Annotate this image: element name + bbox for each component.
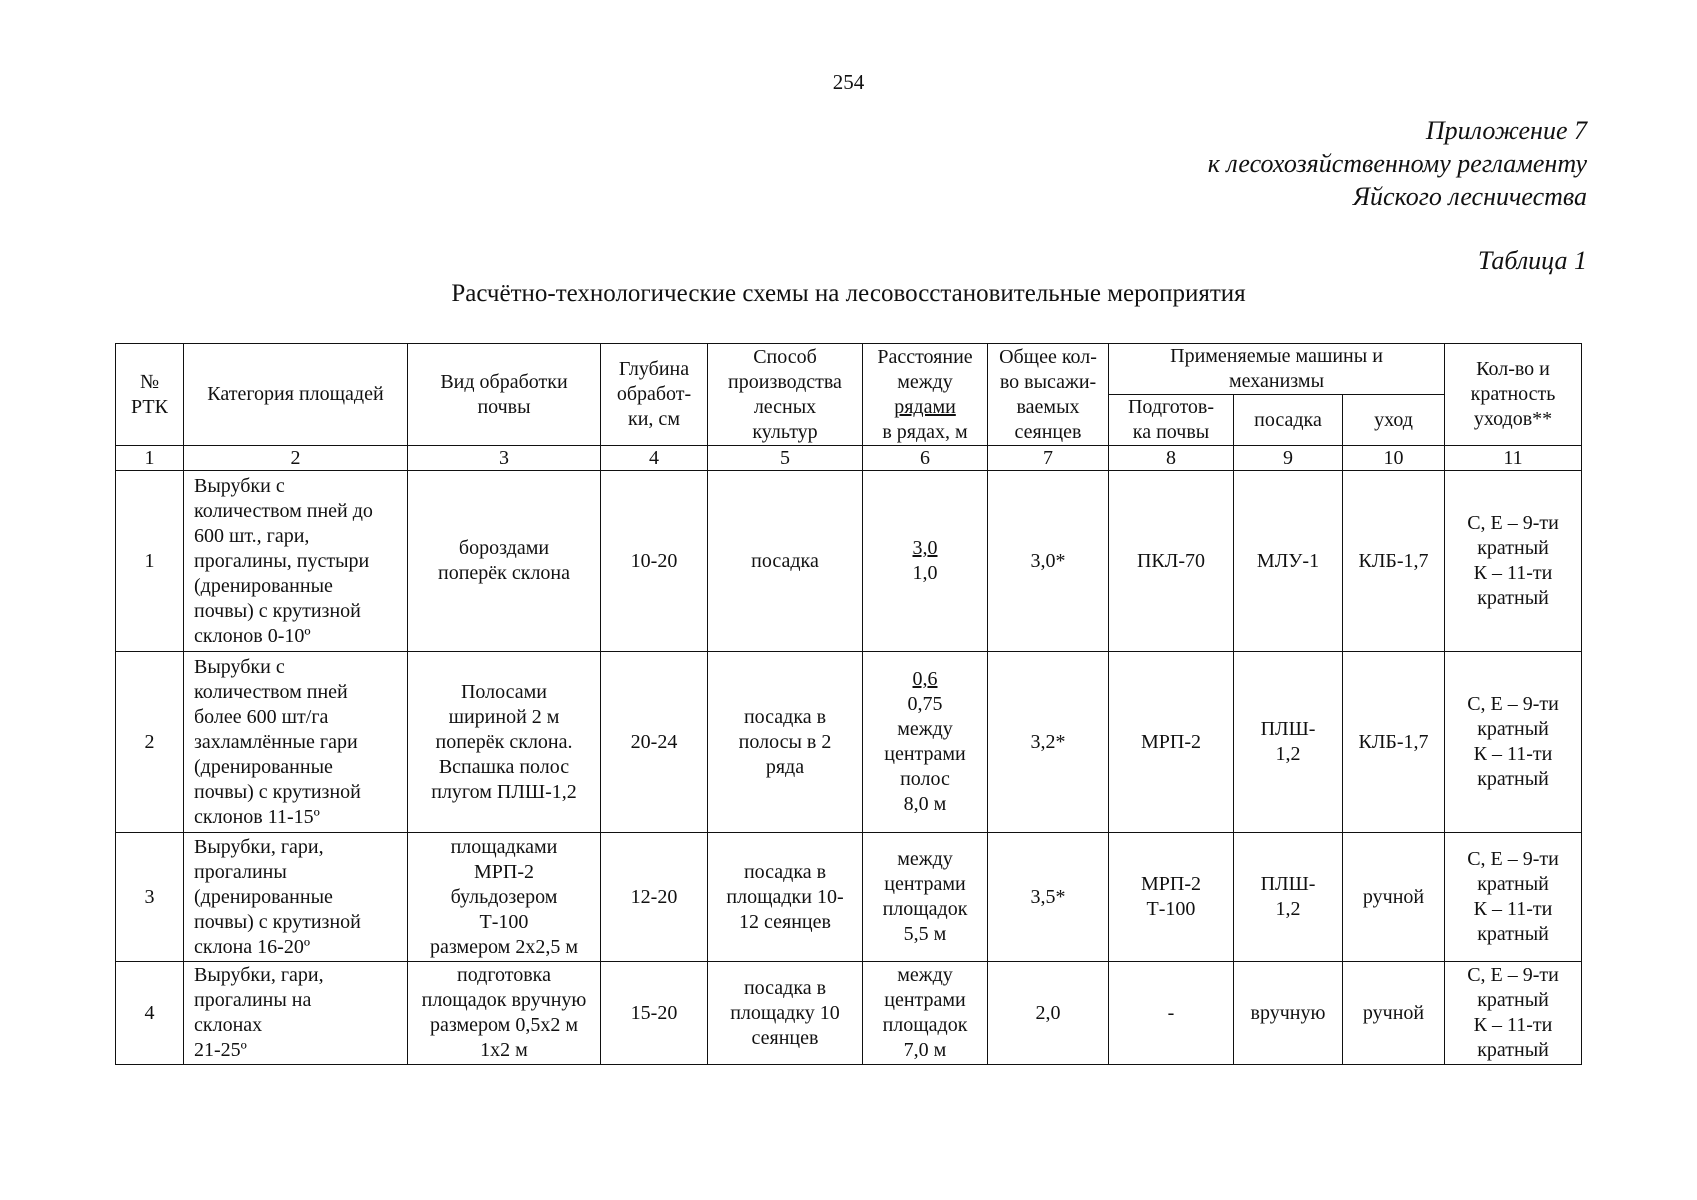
header-cell-no: № РТК xyxy=(116,344,184,446)
cell-line: 1х2 м xyxy=(480,1039,528,1061)
cell-line: Т-100 xyxy=(479,910,529,933)
cell-line: С, Е – 9-ти xyxy=(1467,964,1559,986)
cell-spacing xyxy=(863,471,988,652)
cell-spacing xyxy=(863,652,988,833)
cell-line: бульдозером xyxy=(450,885,558,908)
cell-spacing xyxy=(863,833,988,962)
table-row xyxy=(116,471,1582,652)
cell-line: К – 11-ти xyxy=(1473,1014,1553,1036)
cell-line: кратный xyxy=(1477,923,1549,945)
cell-line: более 600 шт/га xyxy=(194,705,329,728)
cell-line: размером 2х2,5 м xyxy=(430,935,578,958)
cell-line: (дренированные xyxy=(194,574,333,597)
cell-line: ПЛШ- xyxy=(1260,718,1316,740)
cell-method xyxy=(708,471,863,652)
cell-line: склонов 11-15º xyxy=(194,805,320,828)
column-number: 4 xyxy=(601,446,708,471)
cell-treatment xyxy=(408,833,601,962)
cell-line: 5,5 м xyxy=(903,923,947,945)
cell-care-count xyxy=(1445,652,1582,833)
cell-care: ручной xyxy=(1343,833,1445,962)
appendix-note xyxy=(1208,114,1587,213)
cell-line: 1,2 xyxy=(1275,898,1301,920)
cell-line: плугом ПЛШ-1,2 xyxy=(431,780,577,803)
cell-line: 8,0 м xyxy=(903,793,947,815)
cell-line: количеством пней до xyxy=(194,499,373,522)
cell-treatment xyxy=(408,471,601,652)
cell-seedlings: 3,2* xyxy=(988,652,1109,833)
cell-method xyxy=(708,833,863,962)
cell-seedlings: 3,0* xyxy=(988,471,1109,652)
cell-care: КЛБ-1,7 xyxy=(1343,471,1445,652)
cell-treatment xyxy=(408,652,601,833)
cell-line: кратный xyxy=(1477,989,1549,1011)
cell-line: (дренированные xyxy=(194,755,333,778)
cell-rtk-no: 2 xyxy=(116,652,184,833)
cell-soil-prep xyxy=(1109,833,1234,962)
cell-care-count xyxy=(1445,962,1582,1065)
cell-depth: 12-20 xyxy=(601,833,708,962)
column-number: 7 xyxy=(988,446,1109,471)
cell-line: 7,0 м xyxy=(903,1039,947,1061)
cell-line: 600 шт., гари, xyxy=(194,524,310,547)
cell-depth: 20-24 xyxy=(601,652,708,833)
table-row xyxy=(116,833,1582,962)
header-cell-machines-group: Применяемые машины и механизмы xyxy=(1109,344,1445,395)
cell-line: полос xyxy=(900,768,950,790)
cell-line: МРП-2 xyxy=(1140,730,1201,753)
cell-line: полосы в 2 xyxy=(738,730,832,753)
column-number: 2 xyxy=(184,446,408,471)
column-number: 5 xyxy=(708,446,863,471)
cell-category xyxy=(184,471,408,652)
column-number-row xyxy=(116,446,1582,471)
cell-care-count xyxy=(1445,471,1582,652)
cell-planting xyxy=(1234,833,1343,962)
cell-soil-prep xyxy=(1109,652,1234,833)
cell-category xyxy=(184,833,408,962)
cell-line: ПКЛ-70 xyxy=(1136,549,1205,572)
cell-line: Вырубки с xyxy=(194,474,285,497)
cell-line: площадок xyxy=(882,1014,968,1036)
table-row xyxy=(116,962,1582,1065)
cell-line: Полосами xyxy=(460,680,547,703)
cell-line: захламлённые гари xyxy=(194,730,358,753)
header-cell-soil-prep: Подготов- ка почвы xyxy=(1109,395,1234,446)
cell-line: шириной 2 м xyxy=(448,705,560,728)
cell-rtk-no: 4 xyxy=(116,962,184,1065)
cell-line: МРП-2 xyxy=(473,860,534,883)
cell-depth: 10-20 xyxy=(601,471,708,652)
header-cell-seedlings: Общее кол- во высажи- ваемых сеянцев xyxy=(988,344,1109,446)
cell-line: посадка в xyxy=(743,860,827,883)
cell-line: 3,0 xyxy=(912,537,938,559)
cell-care: КЛБ-1,7 xyxy=(1343,652,1445,833)
cell-line: 21-25º xyxy=(194,1039,247,1061)
cell-line: поперёк склона xyxy=(437,562,571,584)
header-cell-category: Категория площадей xyxy=(184,344,408,446)
cell-care: ручной xyxy=(1343,962,1445,1065)
column-number: 11 xyxy=(1445,446,1582,471)
cell-seedlings: 3,5* xyxy=(988,833,1109,962)
cell-care-count xyxy=(1445,833,1582,962)
appendix-line: Приложение 7 xyxy=(1425,116,1587,145)
cell-line: прогалины на xyxy=(194,989,312,1011)
document-title: Расчётно-технологические схемы на лесовосстановительные мероприятия xyxy=(451,280,1246,307)
cell-line: центрами xyxy=(884,989,966,1011)
cell-line: сеянцев xyxy=(751,1026,819,1049)
cell-line: кратный xyxy=(1477,718,1549,740)
cell-line: прогалины, пустыри xyxy=(194,549,370,572)
cell-line: склонов 0-10º xyxy=(194,624,311,647)
cell-line: С, Е – 9-ти xyxy=(1467,512,1559,534)
cell-line: площадками xyxy=(450,835,558,858)
cell-line: Т-100 xyxy=(1146,898,1196,920)
cell-line: 0,6 xyxy=(912,668,938,690)
cell-line: площадок вручную xyxy=(421,989,587,1011)
cell-planting xyxy=(1234,962,1343,1065)
header-cell-depth: Глубина обработ- ки, см xyxy=(601,344,708,446)
cell-category xyxy=(184,652,408,833)
cell-line: 0,75 xyxy=(907,693,943,715)
cell-line: поперёк склона. xyxy=(435,730,573,753)
table-body xyxy=(116,471,1582,1065)
cell-line: кратный xyxy=(1477,1039,1549,1061)
cell-rtk-no: 3 xyxy=(116,833,184,962)
cell-line: бороздами xyxy=(458,537,550,559)
cell-spacing xyxy=(863,962,988,1065)
cell-line: подготовка xyxy=(457,964,551,986)
cell-line: центрами xyxy=(884,873,966,895)
cell-method xyxy=(708,652,863,833)
cell-line: К – 11-ти xyxy=(1473,898,1553,920)
cell-line: 12 сеянцев xyxy=(739,910,831,933)
cell-line: кратный xyxy=(1477,873,1549,895)
cell-line: вручную xyxy=(1250,1001,1326,1024)
cell-line: центрами xyxy=(884,743,966,765)
appendix-line: Яйского лесничества xyxy=(1352,182,1587,211)
cell-line: МЛУ-1 xyxy=(1256,549,1320,572)
cell-line: склона 16-20º xyxy=(194,935,311,958)
cell-soil-prep xyxy=(1109,471,1234,652)
column-number: 9 xyxy=(1234,446,1343,471)
cell-line: ПЛШ- xyxy=(1260,873,1316,895)
cell-line: количеством пней xyxy=(194,680,348,703)
cell-line: между xyxy=(897,848,953,870)
cell-seedlings: 2,0 xyxy=(988,962,1109,1065)
cell-line: почвы) с крутизной xyxy=(194,780,361,803)
column-number: 3 xyxy=(408,446,601,471)
cell-line: Вырубки, гари, xyxy=(194,964,324,986)
cell-rtk-no: 1 xyxy=(116,471,184,652)
cell-line: 1,0 xyxy=(912,562,938,584)
rtk-table xyxy=(115,343,1582,1065)
header-cell-method: Способ производства лесных культур xyxy=(708,344,863,446)
cell-line: посадка xyxy=(751,549,819,572)
cell-line: между xyxy=(897,964,953,986)
column-number: 8 xyxy=(1109,446,1234,471)
header-cell-spacing: Расстояние между рядами в рядах, м xyxy=(863,344,988,446)
cell-line: посадка в xyxy=(743,705,827,728)
cell-line: кратный xyxy=(1477,537,1549,559)
cell-line: 1,2 xyxy=(1275,743,1301,765)
cell-line: К – 11-ти xyxy=(1473,743,1553,765)
page-number: 254 xyxy=(832,70,865,94)
cell-line: площадку 10 xyxy=(730,1001,840,1024)
cell-line: - xyxy=(1167,1001,1175,1024)
cell-line: кратный xyxy=(1477,587,1549,609)
cell-category xyxy=(184,962,408,1065)
column-number: 6 xyxy=(863,446,988,471)
header-cell-care-count: Кол-во и кратность уходов** xyxy=(1445,344,1582,446)
table-row xyxy=(116,652,1582,833)
cell-line: между xyxy=(897,718,953,740)
cell-line: посадка в xyxy=(743,976,827,999)
cell-soil-prep xyxy=(1109,962,1234,1065)
cell-line: размером 0,5х2 м xyxy=(430,1014,578,1036)
column-number: 10 xyxy=(1343,446,1445,471)
cell-line: почвы) с крутизной xyxy=(194,599,361,622)
appendix-line: к лесохозяйственному регламенту xyxy=(1207,149,1587,178)
cell-line: Вспашка полос xyxy=(438,755,570,778)
cell-line: (дренированные xyxy=(194,885,333,908)
cell-line: склонах xyxy=(194,1014,263,1036)
cell-planting xyxy=(1234,652,1343,833)
header-cell-planting: посадка xyxy=(1234,395,1343,446)
table-label: Таблица 1 xyxy=(1477,246,1587,275)
header-cell-care: уход xyxy=(1343,395,1445,446)
cell-line: площадок xyxy=(882,898,968,920)
cell-line: прогалины xyxy=(194,860,287,883)
cell-line: С, Е – 9-ти xyxy=(1467,848,1559,870)
cell-line: К – 11-ти xyxy=(1473,562,1553,584)
cell-depth: 15-20 xyxy=(601,962,708,1065)
cell-line: Вырубки с xyxy=(194,655,285,678)
cell-line: С, Е – 9-ти xyxy=(1467,693,1559,715)
cell-line: Вырубки, гари, xyxy=(194,835,324,858)
header-cell-treatment: Вид обработки почвы xyxy=(408,344,601,446)
column-number: 1 xyxy=(116,446,184,471)
cell-line: ряда xyxy=(765,755,805,778)
cell-line: МРП-2 xyxy=(1140,873,1201,895)
header-row xyxy=(116,344,1582,395)
cell-method xyxy=(708,962,863,1065)
cell-line: почвы) с крутизной xyxy=(194,910,361,933)
cell-treatment xyxy=(408,962,601,1065)
cell-line: кратный xyxy=(1477,768,1549,790)
cell-line: площадки 10- xyxy=(726,885,844,908)
cell-planting xyxy=(1234,471,1343,652)
